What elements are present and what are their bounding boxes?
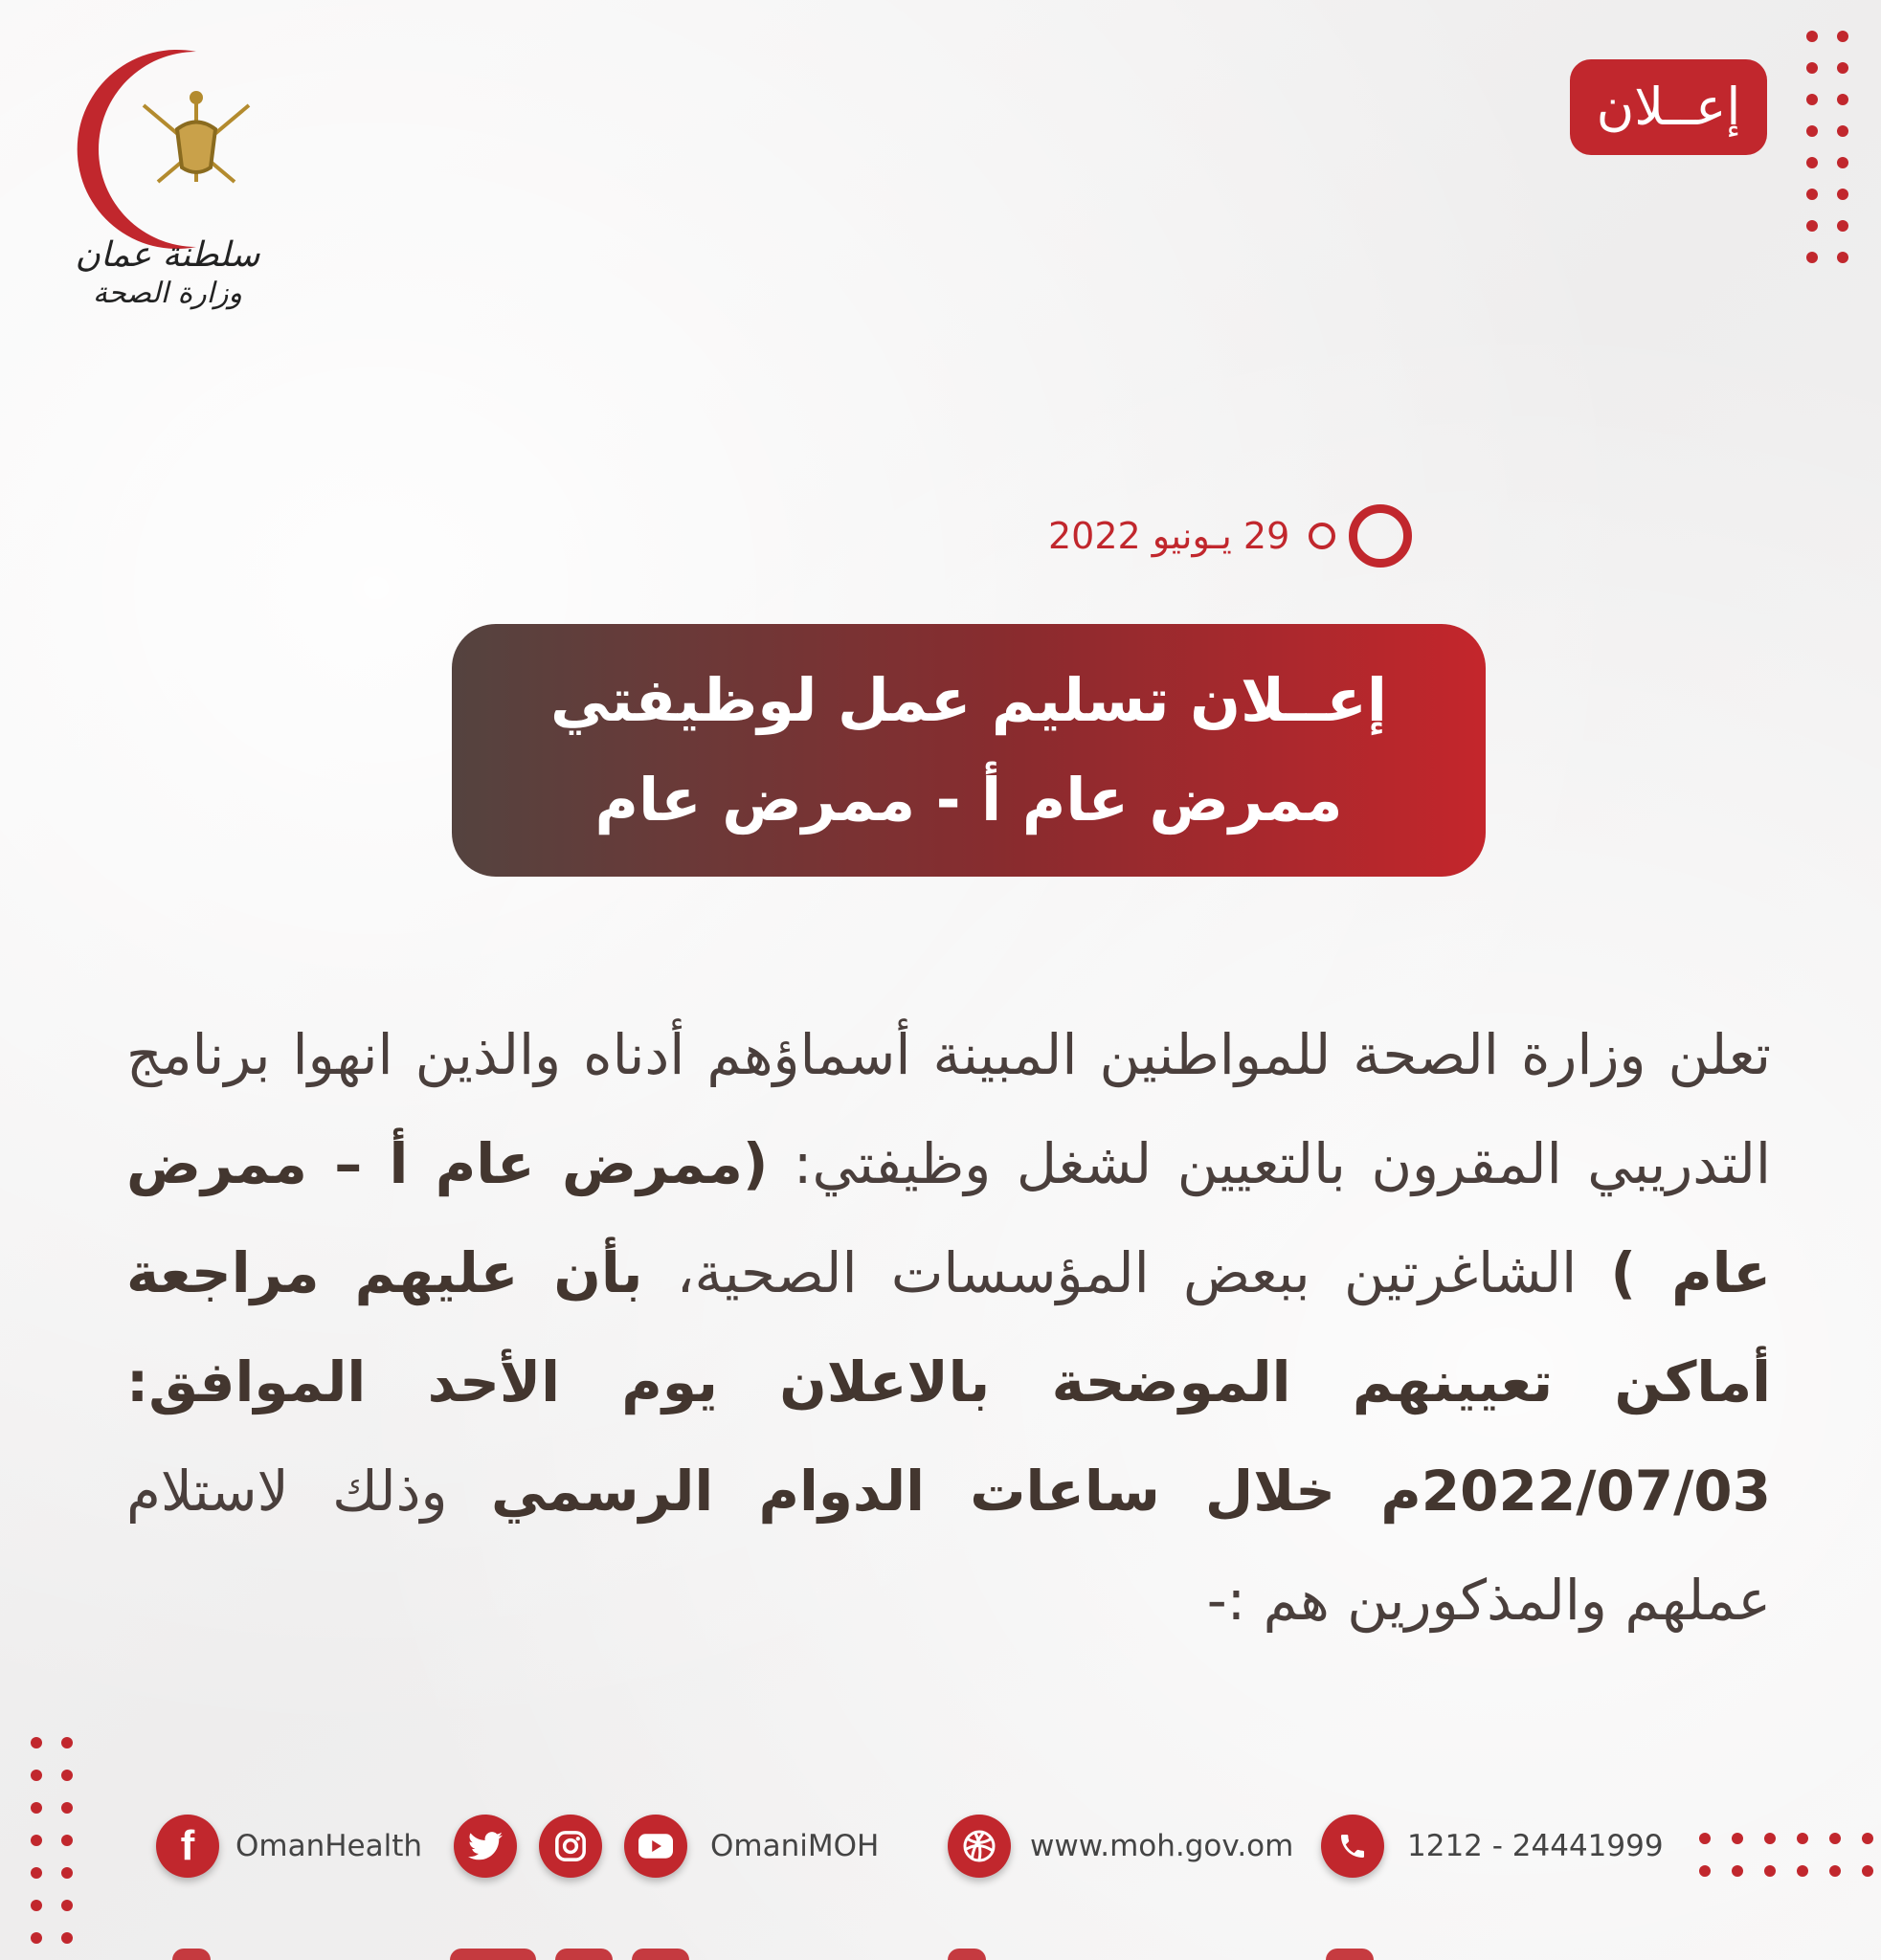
decorative-dots-bottom-right: [1699, 1833, 1873, 1877]
decorative-dots-left: [31, 1737, 73, 1944]
instagram-icon[interactable]: [539, 1815, 602, 1878]
title-line2: ممرض عام أ - ممرض عام: [594, 765, 1343, 835]
big-ring-icon: [1349, 504, 1412, 568]
date-row: [1048, 507, 1412, 565]
globe-icon[interactable]: [948, 1815, 1011, 1878]
title-panel: [452, 624, 1486, 877]
facebook-handle[interactable]: OmanHealth: [235, 1829, 423, 1863]
title-line1: إعــلان تسليم عمل لوظيفتي: [549, 665, 1388, 735]
facebook-icon[interactable]: f: [156, 1815, 219, 1878]
footer-repeat-edge: [0, 1949, 1881, 1960]
social-handle[interactable]: OmaniMOH: [710, 1829, 880, 1863]
phone-number[interactable]: 1212 - 24441999: [1407, 1829, 1664, 1863]
logo-line2: وزارة الصحة: [93, 277, 242, 310]
website-link[interactable]: www.moh.gov.om: [1030, 1829, 1294, 1863]
announcement-badge: إعــلان: [1570, 59, 1767, 155]
decorative-dots-top-right: [1806, 31, 1848, 263]
announcement-date: 29 يـونيو 2022: [1048, 515, 1290, 557]
body-closing: وذلك لاستلام عملهم والمذكورين هم :-: [126, 1459, 1771, 1633]
announcement-body: [126, 1000, 1771, 1655]
body-instructions: بأن عليهم مراجعة أماكن تعيينهم الموضحة بالاعلان يوم الأحد الموافق: 2022/07/03م خلال ساعات الدوام الرسمي: [126, 1240, 1771, 1524]
body-intro: تعلن وزارة الصحة للمواطنين المبينة أسماؤهم أدناه والذين انهوا برنامج التدريبي المقرون بالتعيين لشغل وظيفتي:: [126, 1022, 1771, 1196]
body-job-titles: (ممرض عام أ – ممرض عام ): [126, 1131, 1771, 1305]
small-ring-icon: [1309, 523, 1335, 549]
logo-text: [43, 234, 292, 311]
phone-icon[interactable]: [1321, 1815, 1384, 1878]
youtube-icon[interactable]: [624, 1815, 687, 1878]
body-vacancies: الشاغرتين ببعض المؤسسات الصحية،: [642, 1240, 1611, 1305]
twitter-icon[interactable]: [454, 1815, 517, 1878]
logo-line1: سلطنة عمان: [75, 235, 260, 275]
